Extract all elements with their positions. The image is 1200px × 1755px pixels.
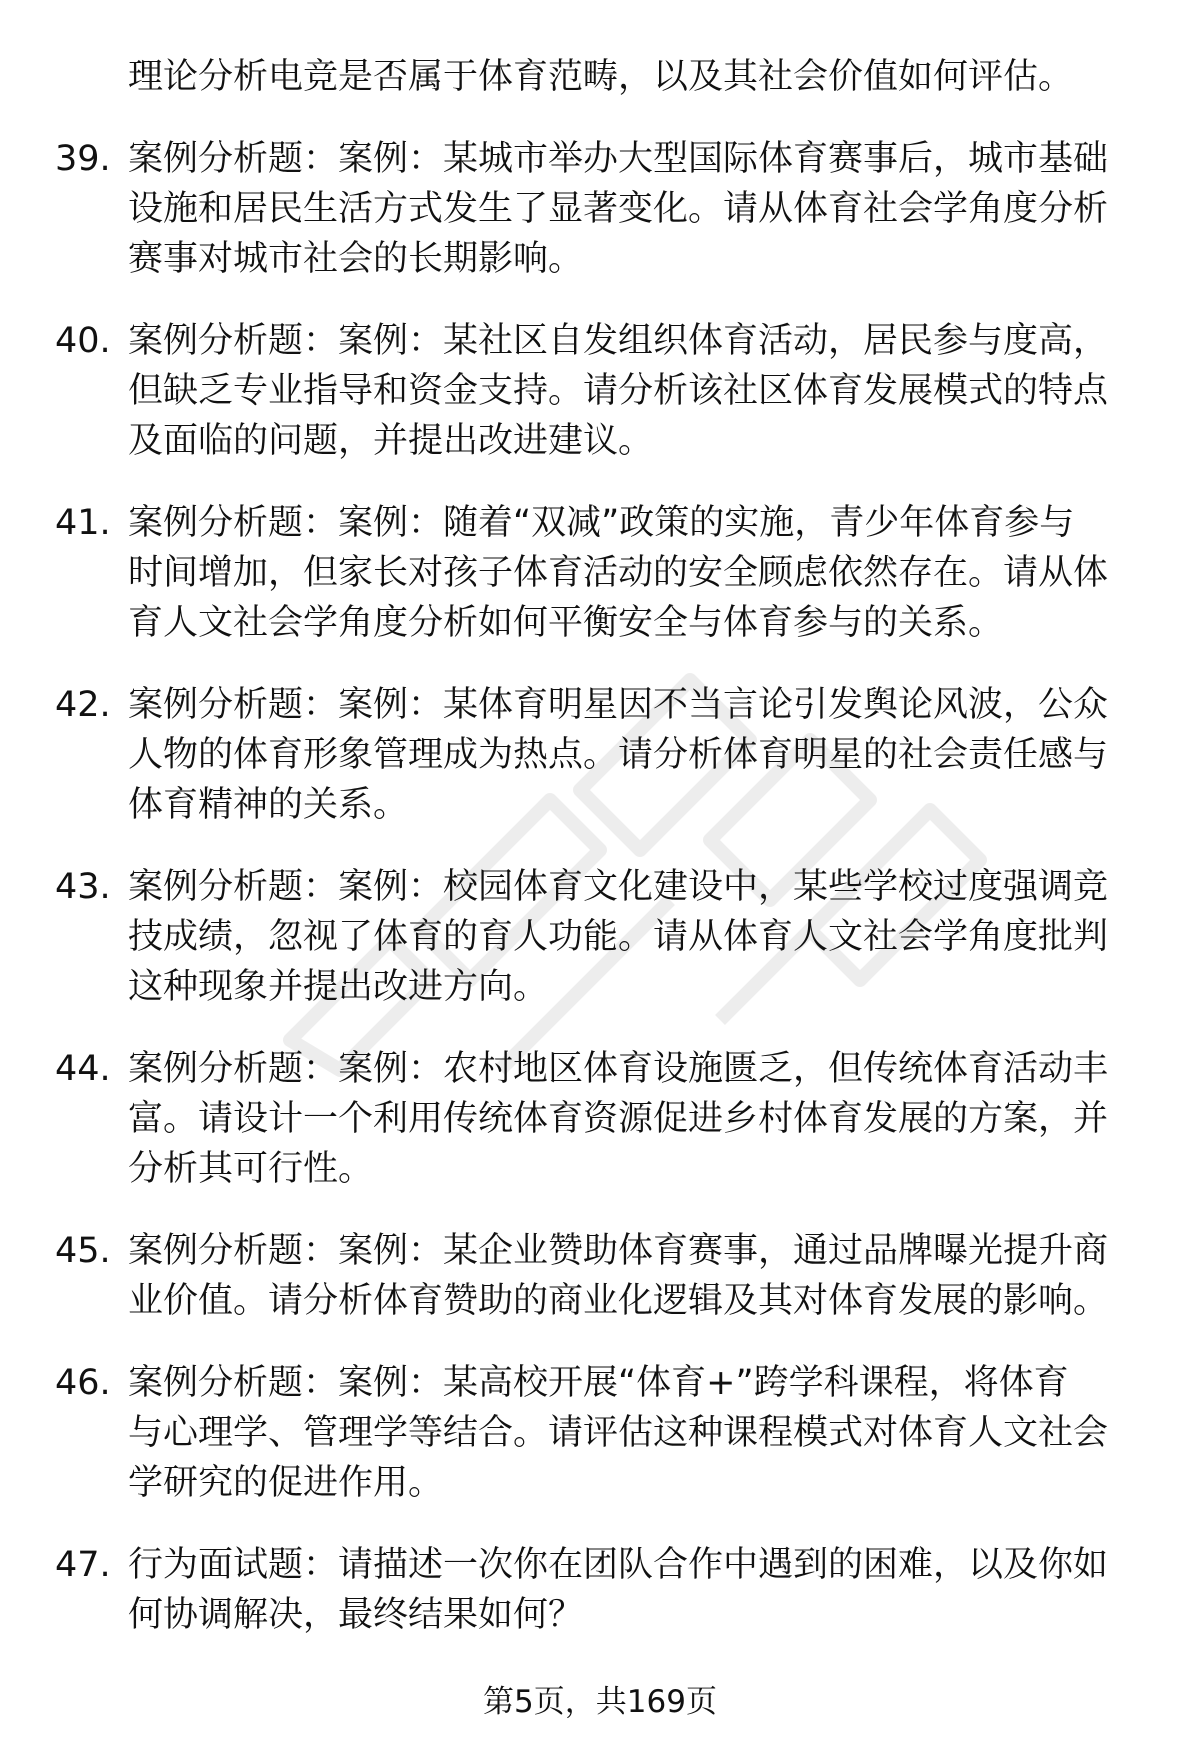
question-number: 39. (55, 139, 111, 179)
question-item (0, 862, 1200, 1012)
question-list (0, 134, 1200, 1640)
question-number: 44. (55, 1049, 111, 1089)
question-text (128, 1226, 1140, 1326)
question-number: 47. (55, 1545, 111, 1585)
question-item (0, 1358, 1200, 1508)
question-text-line: 案例分析题：案例：某城市举办大型国际体育赛事后，城市基础 (128, 139, 1109, 179)
question-text (128, 680, 1140, 830)
question-text-line: 这种现象并提出改进方向。 (128, 967, 549, 1007)
question-text-line: 与心理学、管理学等结合。请评估这种课程模式对体育人文社会 (128, 1413, 1109, 1453)
question-number: 41. (55, 503, 111, 543)
question-text-line: 育人文社会学角度分析如何平衡安全与体育参与的关系。 (128, 603, 1004, 643)
question-text-line: 案例分析题：案例：某体育明星因不当言论引发舆论风波，公众 (128, 685, 1109, 725)
question-text-line: 设施和居民生活方式发生了显著变化。请从体育社会学角度分析 (128, 189, 1109, 229)
question-number: 45. (55, 1231, 111, 1271)
question-item (0, 1226, 1200, 1326)
document-body (0, 52, 1200, 1672)
question-text (128, 134, 1140, 284)
question-text (128, 1044, 1140, 1194)
question-text-line: 案例分析题：案例：某高校开展“体育+”跨学科课程，将体育 (128, 1363, 1069, 1403)
page-footer: 第5页，共169页 (483, 1684, 717, 1720)
question-text-line: 案例分析题：案例：校园体育文化建设中，某些学校过度强调竞 (128, 867, 1109, 907)
question-item (0, 680, 1200, 830)
question-text-line: 案例分析题：案例：随着“双减”政策的实施，青少年体育参与 (128, 503, 1075, 543)
question-item (0, 134, 1200, 284)
question-item (0, 316, 1200, 466)
question-text-line: 但缺乏专业指导和资金支持。请分析该社区体育发展模式的特点 (128, 371, 1109, 411)
question-text-line: 案例分析题：案例：农村地区体育设施匮乏，但传统体育活动丰 (128, 1049, 1109, 1089)
question-text-line: 案例分析题：案例：某社区自发组织体育活动，居民参与度高， (128, 321, 1109, 361)
question-text (128, 498, 1140, 648)
question-text-line: 体育精神的关系。 (128, 785, 409, 825)
question-text-line: 学研究的促进作用。 (128, 1463, 444, 1503)
question-text-line: 赛事对城市社会的长期影响。 (128, 239, 584, 279)
question-item (0, 498, 1200, 648)
question-item (0, 1044, 1200, 1194)
question-number: 43. (55, 867, 111, 907)
question-number: 46. (55, 1363, 111, 1403)
question-text-line: 技成绩，忽视了体育的育人功能。请从体育人文社会学角度批判 (128, 917, 1109, 957)
question-text (128, 316, 1140, 466)
question-text-line: 案例分析题：案例：某企业赞助体育赛事，通过品牌曝光提升商 (128, 1231, 1109, 1271)
question-text-line: 及面临的问题，并提出改进建议。 (128, 421, 654, 461)
question-text-line: 时间增加，但家长对孩子体育活动的安全顾虑依然存在。请从体 (128, 553, 1109, 593)
question-text (128, 1540, 1140, 1640)
question-text-line: 人物的体育形象管理成为热点。请分析体育明星的社会责任感与 (128, 735, 1109, 775)
question-text-line: 业价值。请分析体育赞助的商业化逻辑及其对体育发展的影响。 (128, 1281, 1109, 1321)
question-item (0, 1540, 1200, 1640)
question-text-line: 富。请设计一个利用传统体育资源促进乡村体育发展的方案，并 (128, 1099, 1109, 1139)
continuation-line: 理论分析电竞是否属于体育范畴，以及其社会价值如何评估。 (128, 57, 1074, 97)
question-number: 42. (55, 685, 111, 725)
question-text-line: 分析其可行性。 (128, 1149, 374, 1189)
question-number: 40. (55, 321, 111, 361)
question-text (128, 1358, 1140, 1508)
question-text-line: 行为面试题：请描述一次你在团队合作中遇到的困难，以及你如 (128, 1545, 1109, 1585)
question-text-line: 何协调解决，最终结果如何？ (128, 1595, 584, 1635)
question-text (128, 862, 1140, 1012)
